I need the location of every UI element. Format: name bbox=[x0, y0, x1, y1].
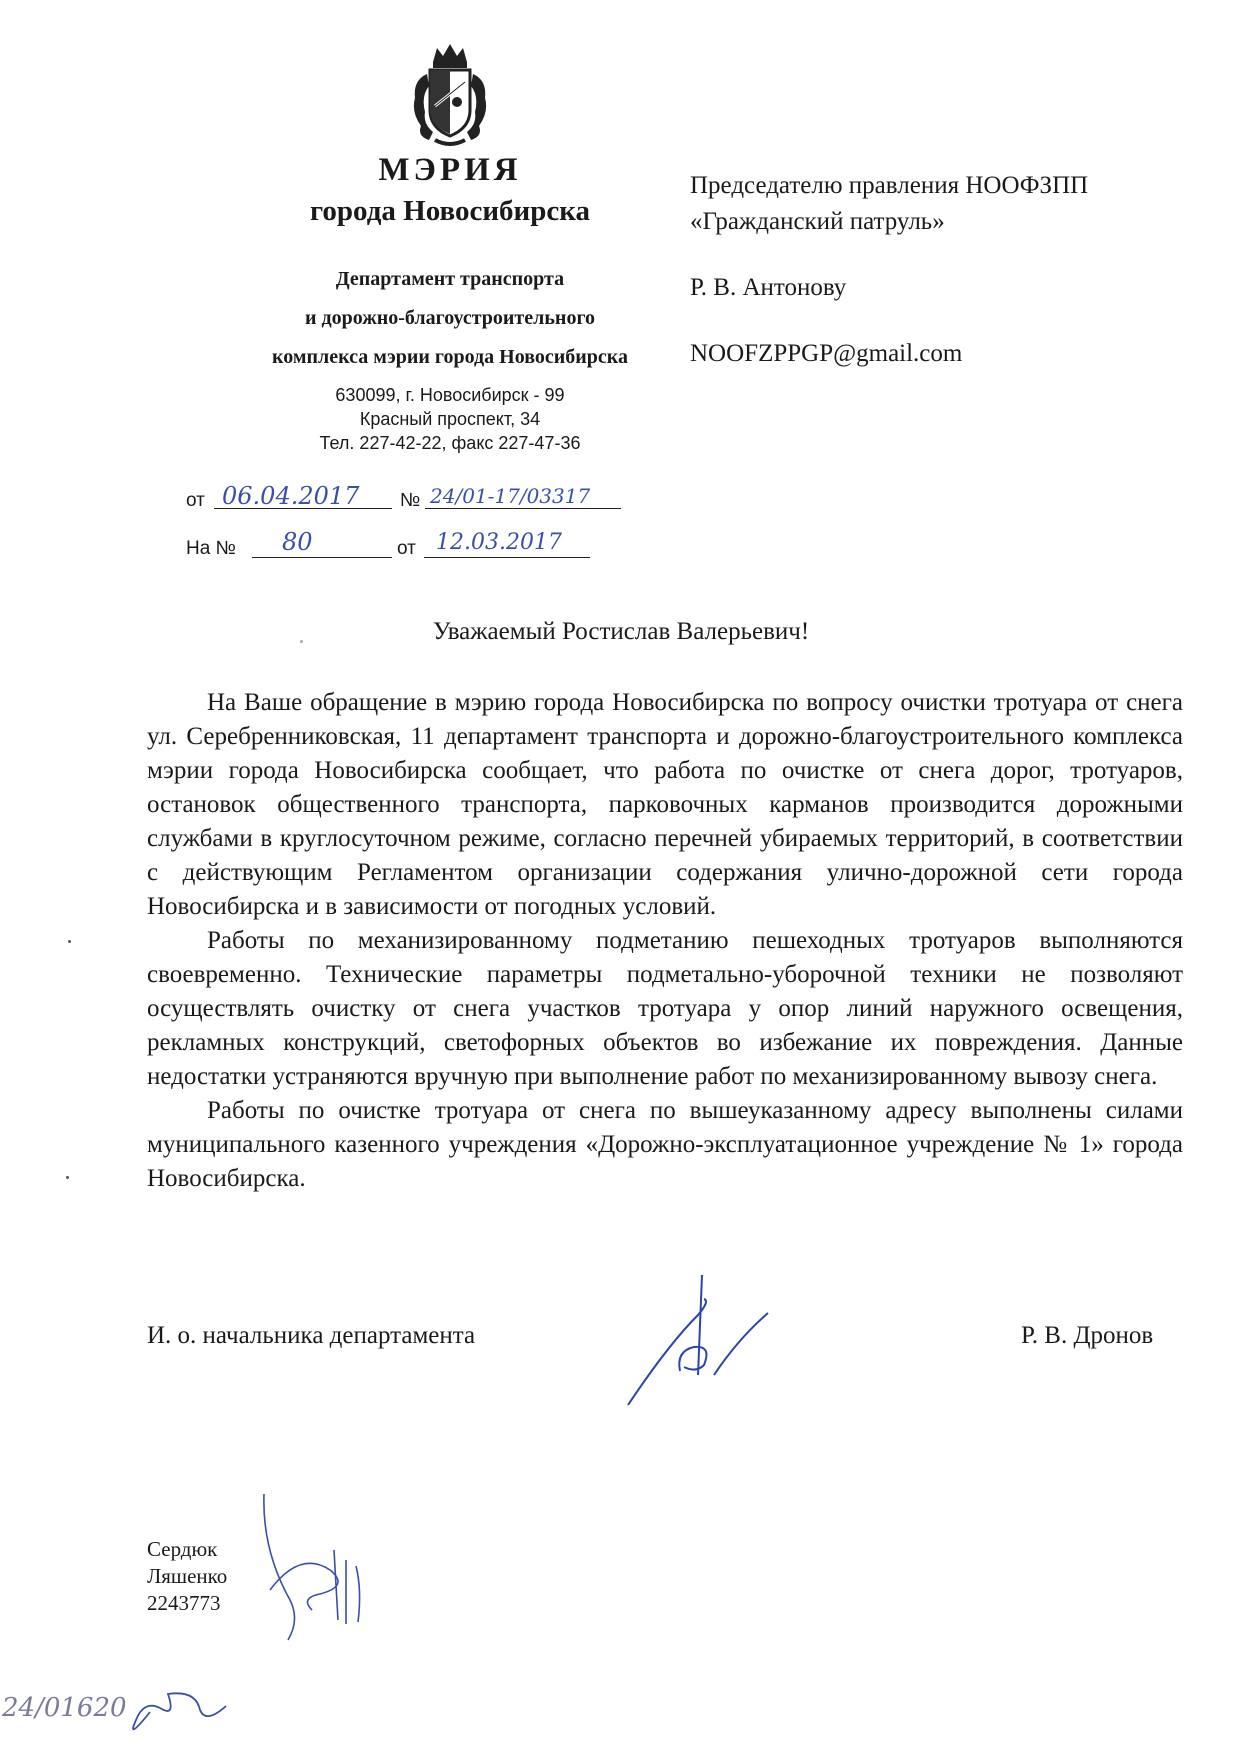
reply-number-underline bbox=[252, 557, 392, 558]
org-title: МЭРИЯ bbox=[378, 152, 522, 188]
body-paragraph-3: Работы по очистке тротуара от снега по вышеуказанному адресу выполнены силами муниципального казенного учреждения «Дорожно-эксплуатационное учреждение № 1» города Новосибирска. bbox=[147, 1097, 1183, 1192]
recipient-block bbox=[690, 168, 1088, 372]
executor-phone: 2243773 bbox=[147, 1591, 221, 1615]
reply-date-underline bbox=[424, 557, 590, 558]
number-label: № bbox=[400, 490, 421, 511]
reply-date-value: 12.03.2017 bbox=[436, 530, 562, 555]
scan-speck bbox=[68, 940, 71, 943]
recipient-line-1: Председателю правления НООФЗПП bbox=[690, 172, 1089, 199]
recipient-line-2: «Гражданский патруль» bbox=[690, 208, 945, 235]
number-underline bbox=[425, 508, 621, 509]
address-line-3: Тел. 227-42-22, факс 227-47-36 bbox=[319, 433, 581, 453]
executor-signature bbox=[260, 1490, 380, 1650]
department-line-2: и дорожно-благоустроительного bbox=[304, 307, 596, 329]
signatory-name: Р. В. Дронов bbox=[1021, 1322, 1154, 1349]
reply-number-label: На № bbox=[186, 538, 236, 559]
body-paragraph-2: Работы по механизированному подметанию пешеходных тротуаров выполняются своевременно. Технические параметры подметально-уборочной техники не позволяют осуществлять очистку от снега участков тротуара у опор линий наружного освещения, рекламных конструкций, светофорных объектов во избежание их повреждения. Данные недостатки устраняются вручную при выполнение работ по механизированному вывозу снега. bbox=[147, 927, 1183, 1090]
registration-mark bbox=[0, 1650, 240, 1740]
reply-date-label: от bbox=[397, 538, 416, 559]
greeting: Уважаемый Ростислав Валерьевич! bbox=[432, 618, 810, 645]
recipient-name: Р. В. Антонову bbox=[690, 274, 847, 301]
body-paragraph-1: На Ваше обращение в мэрию города Новосибирска по вопросу очистки тротуара от снега ул. Серебренниковская, 11 департамент транспорта и дорожно-благоустроительного комплекса мэрии города Новосибирска сообщает, что работа по очистке от снега дорог, тротуаров, остановок общественного транспорта, парковочных карманов производится дорожными службами в круглосуточном режиме, согласно перечней убираемых территорий, в соответствии с действующим Регламентом организации содержания улично-дорожной сети города Новосибирска и в зависимости от погодных условий. bbox=[147, 689, 1183, 920]
executor-line-1: Сердюк bbox=[147, 1537, 218, 1561]
org-city: города Новосибирска bbox=[309, 195, 591, 227]
executor-block bbox=[147, 1536, 227, 1617]
recipient-email: NOOFZPPGP@gmail.com bbox=[690, 340, 963, 367]
number-value: 24/01-17/03317 bbox=[430, 484, 591, 508]
city-emblem-icon bbox=[405, 40, 495, 150]
scan-speck bbox=[66, 1176, 69, 1179]
signatory-title: И. о. начальника департамента bbox=[147, 1322, 476, 1349]
date-label: от bbox=[186, 490, 205, 511]
date-value: 06.04.2017 bbox=[222, 482, 360, 510]
scan-speck bbox=[300, 640, 303, 643]
reply-number-value: 80 bbox=[282, 528, 313, 556]
department-line-1: Департамент транспорта bbox=[335, 268, 565, 290]
address-line-1: 630099, г. Новосибирск - 99 bbox=[335, 385, 565, 405]
department-line-3: комплекса мэрии города Новосибирска bbox=[271, 346, 629, 368]
registration-number: 24/01620 bbox=[2, 1693, 127, 1723]
address-line-2: Красный проспект, 34 bbox=[359, 409, 541, 429]
executor-line-2: Ляшенко bbox=[147, 1564, 228, 1588]
handwritten-signature bbox=[618, 1255, 778, 1415]
letter-body bbox=[147, 686, 1183, 1196]
